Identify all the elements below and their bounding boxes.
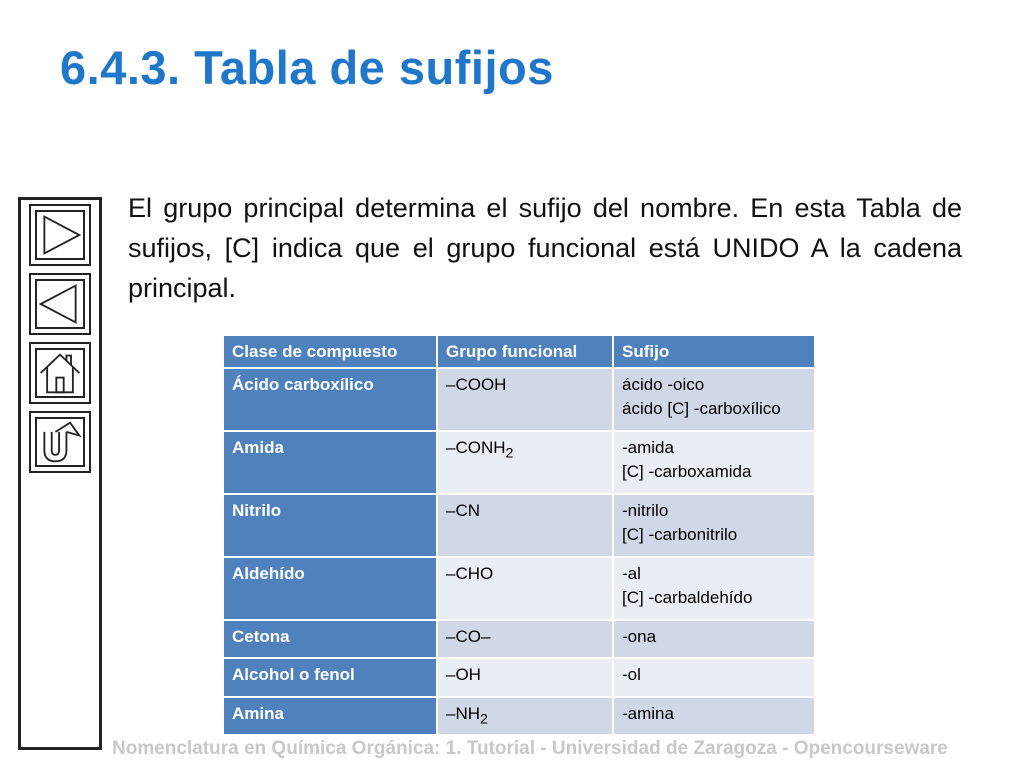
grupo-text: –CHO — [446, 564, 494, 583]
table-row — [223, 557, 815, 620]
grupo-subscript: 2 — [505, 445, 514, 462]
footer-text: Nomenclatura en Química Orgánica: 1. Tutorial - Universidad de Zaragoza - Opencourseware — [112, 738, 948, 759]
sufijo-line-1: -ol — [622, 665, 641, 685]
home-icon — [35, 348, 85, 398]
cell-grupo — [437, 557, 613, 620]
return-button[interactable] — [29, 411, 91, 473]
frame-left — [18, 197, 21, 750]
grupo-text: –CN — [446, 501, 481, 520]
sufijo-line-2: [C] -carboxamida — [622, 462, 752, 481]
header-clase: Clase de compuesto — [223, 335, 437, 368]
table-row — [223, 697, 815, 735]
grupo-text: –COOH — [446, 375, 507, 394]
previous-slide-button[interactable] — [29, 273, 91, 335]
cell-grupo — [437, 494, 613, 557]
cell-clase: Cetona — [223, 620, 437, 658]
table-row — [223, 658, 815, 696]
next-slide-button[interactable] — [29, 204, 91, 266]
suffix-table — [222, 334, 816, 736]
sufijo-line-1: -amina — [622, 703, 674, 723]
sufijo-line-2: ácido [C] -carboxílico — [622, 399, 781, 418]
play-right-icon — [35, 210, 85, 260]
header-grupo: Grupo funcional — [437, 335, 613, 368]
page-title: 6.4.3. Tabla de sufijos — [60, 41, 554, 94]
sufijo-line-1: -nitrilo — [622, 501, 669, 520]
cell-clase: Ácido carboxílico — [223, 368, 437, 431]
table-header-row — [223, 335, 815, 368]
grupo-text: –CO– — [446, 627, 491, 646]
cell-sufijo — [613, 494, 815, 557]
frame-bottom — [18, 747, 102, 750]
home-button[interactable] — [29, 342, 91, 404]
sufijo-line-2: [C] -carbonitrilo — [622, 525, 738, 544]
cell-sufijo — [613, 658, 815, 696]
grupo-subscript: 2 — [480, 711, 488, 728]
table-row — [223, 494, 815, 557]
cell-sufijo — [613, 431, 815, 494]
intro-paragraph: El grupo principal determina el sufijo del nombre. En esta Tabla de sufijos, [C] indica que el grupo funcional está UNIDO A la cadena principal. — [128, 193, 962, 303]
sufijo-line-1: -al — [622, 564, 641, 583]
grupo-text: –NH — [446, 703, 481, 723]
cell-grupo — [437, 620, 613, 658]
cell-sufijo — [613, 557, 815, 620]
frame-right — [99, 197, 102, 750]
cell-sufijo — [613, 697, 815, 735]
cell-grupo — [437, 431, 613, 494]
play-left-icon — [35, 279, 85, 329]
table-row — [223, 620, 815, 658]
grupo-text: –OH — [446, 665, 481, 685]
cell-grupo — [437, 658, 613, 696]
sufijo-line-1: ácido -oico — [622, 375, 705, 394]
cell-sufijo — [613, 368, 815, 431]
cell-clase: Amida — [223, 431, 437, 494]
cell-grupo — [437, 368, 613, 431]
table-row — [223, 368, 815, 431]
sufijo-line-1: -amida — [622, 438, 674, 457]
frame-top — [18, 197, 102, 200]
cell-clase: Alcohol o fenol — [223, 658, 437, 696]
cell-clase: Amina — [223, 697, 437, 735]
return-arrow-icon — [35, 417, 85, 467]
cell-clase: Aldehído — [223, 557, 437, 620]
sufijo-line-2: [C] -carbaldehído — [622, 588, 753, 607]
header-sufijo: Sufijo — [613, 335, 815, 368]
cell-sufijo — [613, 620, 815, 658]
cell-clase: Nitrilo — [223, 494, 437, 557]
table-row — [223, 431, 815, 494]
grupo-text: –CONH — [446, 438, 506, 457]
cell-grupo — [437, 697, 613, 735]
sufijo-line-1: -ona — [622, 627, 657, 646]
